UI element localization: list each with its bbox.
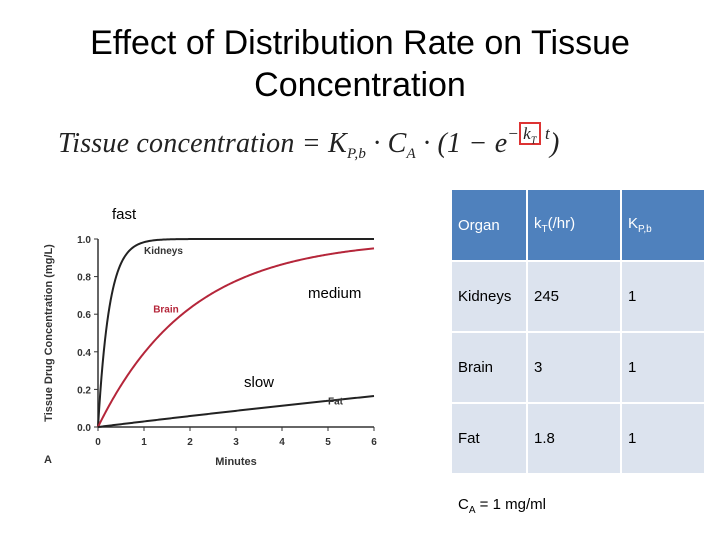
header-kpb-main: K [628,215,639,232]
header-kt-rest: (/hr) [547,215,576,232]
header-kt [527,190,621,261]
table-row [452,332,704,403]
ca-sub: A [468,505,476,516]
series-label-kidneys: Kidneys [144,246,183,258]
organ-table [452,190,704,473]
ca-main: C [458,496,469,513]
y-tick-label: 0.6 [77,310,91,322]
header-kpb [621,190,704,261]
formula-exponent [507,124,550,147]
slide-title: Effect of Distribution Rate on Tissue Concentration [90,24,630,104]
formula-kp-sub: P,b [346,146,367,162]
formula-exp-t-sub: T [530,135,537,147]
cell-kpb: 1 [621,261,704,332]
ca-note [458,496,546,516]
formula-exp-t: t [540,124,550,143]
x-tick-label: 0 [95,437,101,448]
x-tick-label: 6 [371,437,377,448]
x-tick-label: 4 [279,437,285,448]
x-tick-label: 1 [141,437,147,448]
formula-dot-2: · [423,128,431,159]
cell-organ: Fat [452,403,527,473]
y-tick-label: 0.2 [77,385,91,397]
formula-kt-highlight [519,122,541,145]
cell-kpb: 1 [621,332,704,403]
header-kpb-sub: P,b [638,224,652,235]
header-organ [452,190,527,261]
formula-lhs: Tissue concentration [58,128,295,159]
slow-label: slow [244,374,275,391]
x-tick-label: 2 [187,437,193,448]
y-tick-label: 0.0 [77,423,91,434]
ca-rest: = 1 mg/ml [475,496,546,513]
header-kt-sub: T [541,224,548,235]
x-axis-label: Minutes [215,456,257,468]
cell-kt: 1.8 [527,403,621,473]
y-axis-label: Tissue Drug Concentration (mg/L) [43,244,55,422]
panel-label: A [44,454,52,466]
formula-ca-sub: A [406,146,416,162]
header-organ-text: Organ [458,216,500,234]
cell-kt: 3 [527,332,621,403]
cell-kpb: 1 [621,403,704,473]
table-row [452,261,704,332]
table-header-row [452,190,704,261]
formula-paren-close: ) [549,128,560,159]
cell-organ: Kidneys [452,261,527,332]
tissue-concentration-formula [58,124,658,172]
formula-exp-neg: − [507,124,520,143]
x-tick-label: 5 [325,437,331,448]
formula-ca: C [387,128,407,159]
formula-kp: K [328,128,347,159]
cell-organ: Brain [452,332,527,403]
table-row [452,403,704,473]
x-tick-label: 3 [233,437,239,448]
y-tick-label: 0.4 [77,347,91,359]
formula-dot-1: · [373,128,381,159]
formula-exp-k: k [523,124,531,143]
header-kt-main: k [534,215,542,232]
medium-label: medium [308,285,362,302]
formula-equals: = [301,128,321,159]
y-tick-label: 1.0 [77,235,91,246]
cell-kt: 245 [527,261,621,332]
y-tick-label: 0.8 [77,272,91,284]
formula-paren-open: (1 − e [437,128,508,159]
series-label-brain: Brain [153,304,179,316]
series-label-fat: Fat [328,396,343,408]
tissue-concentration-chart [30,222,390,472]
fast-label: fast [112,206,137,223]
